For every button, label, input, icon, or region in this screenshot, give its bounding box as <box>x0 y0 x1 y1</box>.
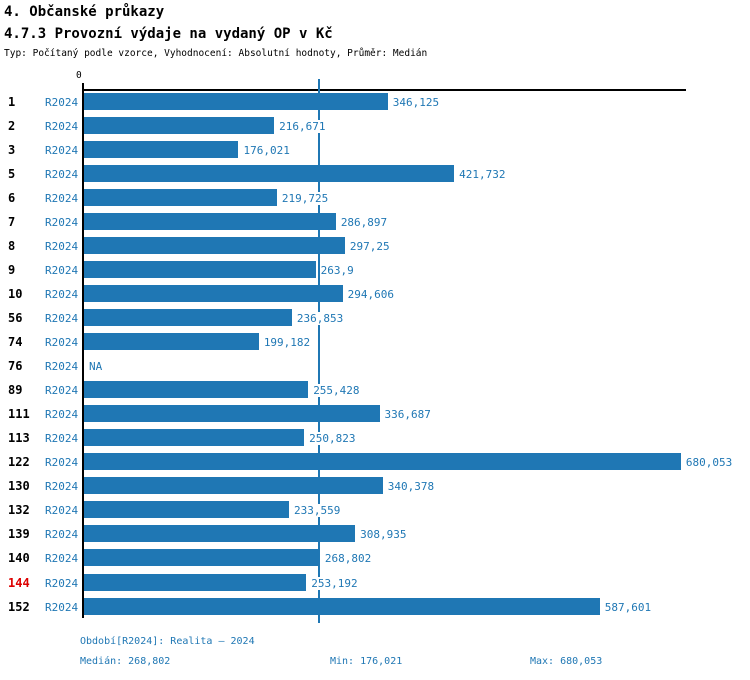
row-number: 132 <box>8 503 30 518</box>
row-number: 139 <box>8 527 30 542</box>
report-section-title: 4. Občanské průkazy <box>4 4 165 20</box>
x-axis-line <box>83 89 686 91</box>
row-number: 5 <box>8 166 16 181</box>
row-number: 56 <box>8 310 23 325</box>
chart-subtitle: Typ: Počítaný podle vzorce, Vyhodnocení: Absolutní hodnoty, Průměr: Medián <box>4 48 428 59</box>
value-label: 253,192 <box>311 576 358 590</box>
value-label: 236,853 <box>296 311 344 325</box>
row-number: 10 <box>8 286 23 301</box>
series-label: R2024 <box>45 311 79 325</box>
series-label: R2024 <box>45 215 79 229</box>
row-number: 9 <box>8 262 16 277</box>
value-label: 250,823 <box>309 432 356 446</box>
series-label: R2024 <box>45 456 79 470</box>
value-label: 219,725 <box>281 191 329 205</box>
value-label: 294,606 <box>347 287 394 301</box>
bar <box>84 405 380 422</box>
row-number: 130 <box>8 479 30 494</box>
bar <box>84 477 383 494</box>
value-label: 336,687 <box>384 408 431 422</box>
row-number: 76 <box>8 359 23 374</box>
row-number: 152 <box>8 599 30 614</box>
series-label: R2024 <box>45 360 79 374</box>
value-label: 199,182 <box>263 336 311 349</box>
bar <box>84 189 277 206</box>
bar <box>84 261 316 278</box>
value-label: 216,671 <box>279 119 326 133</box>
bar <box>84 165 454 182</box>
bar <box>84 525 355 542</box>
row-number: 6 <box>8 190 16 205</box>
series-label: R2024 <box>45 191 79 205</box>
row-number: 3 <box>8 142 16 157</box>
row-number: 89 <box>8 383 23 398</box>
footer-max: Max: 680,053 <box>530 656 603 667</box>
bar <box>84 574 306 591</box>
row-number: 113 <box>8 431 30 446</box>
bar <box>84 501 289 518</box>
row-number: 111 <box>8 407 30 422</box>
row-number: 122 <box>8 455 30 470</box>
series-label: R2024 <box>45 480 79 494</box>
bar <box>84 309 292 326</box>
row-number: 140 <box>8 551 30 566</box>
chart-title: 4.7.3 Provozní výdaje na vydaný OP v Kč <box>4 26 333 42</box>
value-label: 297,25 <box>349 239 390 253</box>
bar <box>84 141 238 158</box>
value-label: 346,125 <box>392 95 440 109</box>
value-label: 233,559 <box>294 504 341 518</box>
na-label: NA <box>89 360 103 374</box>
series-label: R2024 <box>45 287 79 301</box>
footer-min: Min: 176,021 <box>330 656 403 667</box>
series-label: R2024 <box>45 504 79 518</box>
value-label: 587,601 <box>604 600 652 614</box>
value-label: 286,897 <box>340 215 388 229</box>
bar <box>84 549 320 566</box>
value-label: 308,935 <box>360 528 407 542</box>
bar <box>84 598 600 615</box>
x-axis-zero-tick-label: 0 <box>76 70 82 81</box>
bar <box>84 333 259 350</box>
row-number: 74 <box>8 335 23 349</box>
series-label: R2024 <box>45 119 79 133</box>
series-label: R2024 <box>45 384 79 398</box>
value-label: 176,021 <box>243 143 290 157</box>
value-label: 421,732 <box>459 167 506 181</box>
series-label: R2024 <box>45 263 79 277</box>
bar <box>84 117 274 134</box>
series-label: R2024 <box>45 576 79 590</box>
row-number: 8 <box>8 238 16 253</box>
bar <box>84 93 388 110</box>
bar <box>84 381 308 398</box>
bar <box>84 237 345 254</box>
series-label: R2024 <box>45 408 79 422</box>
footer-median: Medián: 268,802 <box>80 656 171 667</box>
value-label: 263,9 <box>320 263 354 277</box>
bar <box>84 213 336 230</box>
series-label: R2024 <box>45 167 79 181</box>
bar <box>84 453 681 470</box>
value-label: 255,428 <box>313 384 360 398</box>
bar <box>84 429 304 446</box>
row-number: 7 <box>8 214 16 229</box>
series-label: R2024 <box>45 552 79 566</box>
series-label: R2024 <box>45 143 79 157</box>
row-number: 144 <box>8 575 30 590</box>
footer-period: Období[R2024]: Realita – 2024 <box>80 636 255 647</box>
row-number: 1 <box>8 94 16 109</box>
value-label: 268,802 <box>324 552 372 566</box>
series-label: R2024 <box>45 336 79 349</box>
series-label: R2024 <box>45 239 79 253</box>
bar <box>84 285 343 302</box>
value-label: 340,378 <box>387 480 435 494</box>
series-label: R2024 <box>45 95 79 109</box>
value-label: 680,053 <box>685 456 733 470</box>
series-label: R2024 <box>45 600 79 614</box>
row-number: 2 <box>8 118 16 133</box>
series-label: R2024 <box>45 432 79 446</box>
series-label: R2024 <box>45 528 79 542</box>
